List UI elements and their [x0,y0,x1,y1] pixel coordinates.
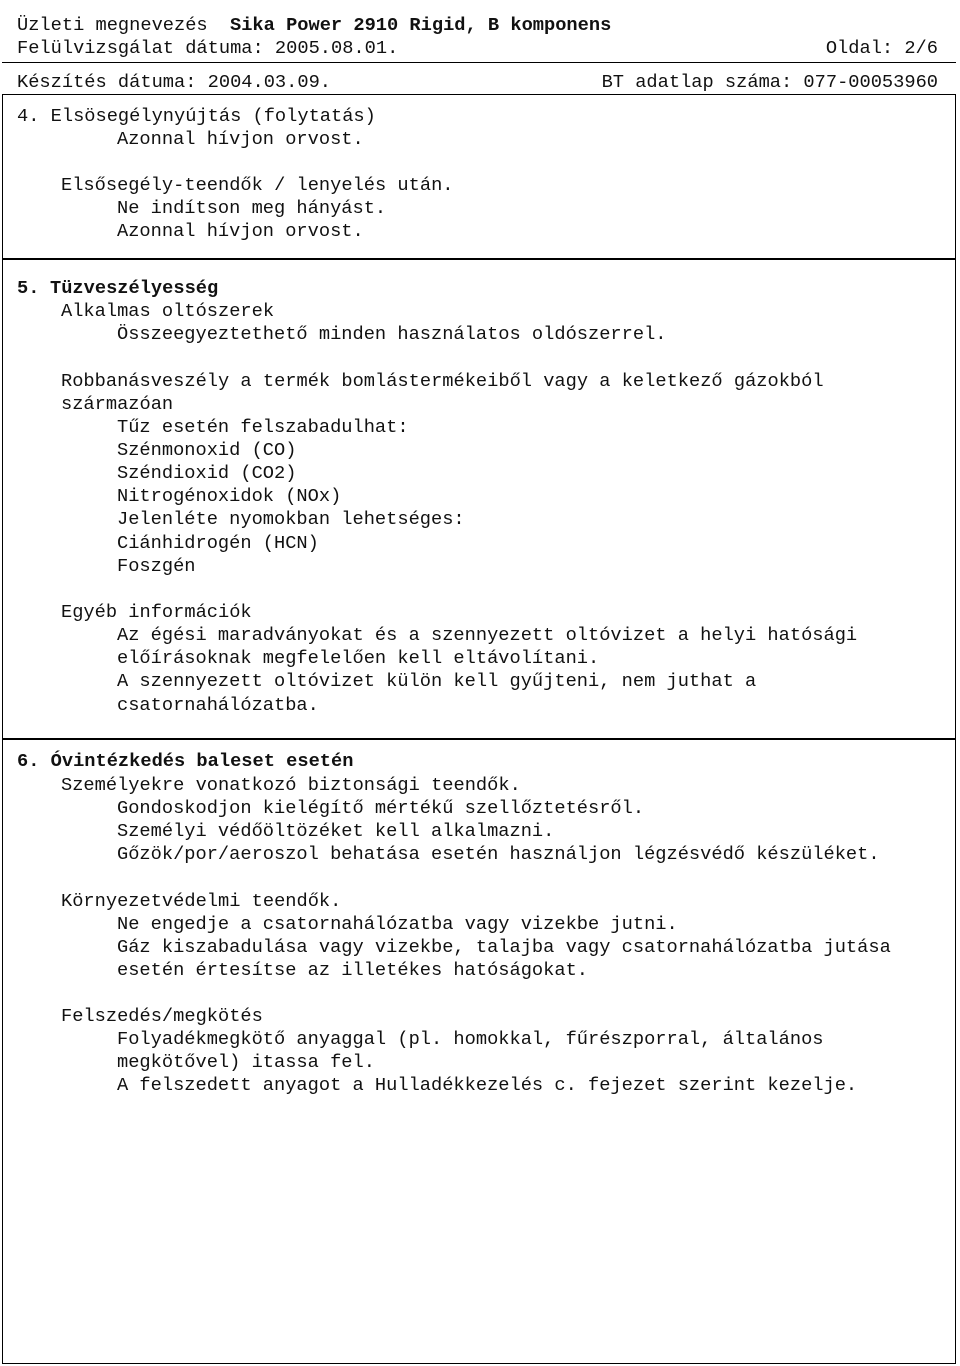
section4-line1: Azonnal hívjon orvost. [117,128,364,150]
section5-other-line3: A szennyezett oltóvizet külön kell gyűjteni, nem juthat a [117,670,757,692]
section6-personal-line3: Gőzök/por/aeroszol behatása esetén használjon légzésvédő készüléket. [117,843,880,865]
section6-title: 6. Óvintézkedés baleset esetén [17,750,354,772]
section5-traces: Jelenléte nyomokban lehetséges: [117,508,465,530]
section5-other-line2: előírásoknak megfelelően kell eltávolítani. [117,647,600,669]
section-divider [2,258,956,260]
section4-swallow-line1: Ne indítson meg hányást. [117,197,387,219]
section5-media-text: Összeegyeztethető minden használatos oldószerrel. [117,323,667,345]
section6-env-line2: Gáz kiszabadulása vagy vizekbe, talajba vagy csatornahálózatba jutása [117,936,891,958]
section6-env-line1: Ne engedje a csatornahálózatba vagy vizekbe jutni. [117,913,678,935]
section6-env-heading: Környezetvédelmi teendők. [61,890,342,912]
section5-hazard-line1: Robbanásveszély a termék bomlástermékeiből vagy a keletkező gázokból [61,370,824,392]
section5-co2: Széndioxid (CO2) [117,462,297,484]
section5-title: Tüzveszélyesség [50,277,219,299]
section4-swallow-line2: Azonnal hívjon orvost. [117,220,364,242]
section5-phosgene: Foszgén [117,555,196,577]
section6-cleanup-heading: Felszedés/megkötés [61,1005,263,1027]
product-label: Üzleti megnevezés [17,14,208,36]
section5-other-heading: Egyéb információk [61,601,252,623]
header-rule [2,62,956,63]
section5-co: Szénmonoxid (CO) [117,439,297,461]
section5-other-line1: Az égési maradványokat és a szennyezett oltóvizet a helyi hatósági [117,624,858,646]
section5-fire-release: Tűz esetén felszabadulhat: [117,416,409,438]
section5-other-line4: csatornahálózatba. [117,694,319,716]
created-date: Készítés dátuma: 2004.03.09. [17,71,332,93]
section5-media-heading: Alkalmas oltószerek [61,300,275,322]
section5-number: 5. [17,277,40,299]
section6-cleanup-line2: megkötővel) itassa fel. [117,1051,375,1073]
section6-cleanup-line3: A felszedett anyagot a Hulladékkezelés c. fejezet szerint kezelje. [117,1074,858,1096]
section6-cleanup-line1: Folyadékmegkötő anyaggal (pl. homokkal, fűrészporral, általános [117,1028,824,1050]
section4-title: 4. Elsösegélynyújtás (folytatás) [17,105,376,127]
section5-hcn: Ciánhidrogén (HCN) [117,532,319,554]
section-divider [2,738,956,740]
section5-nox: Nitrogénoxidok (NOx) [117,485,342,507]
revision-date: Felülvizsgálat dátuma: 2005.08.01. [17,37,399,59]
section4-swallow-heading: Elsősegély-teendők / lenyelés után. [61,174,454,196]
section6-personal-line1: Gondoskodjon kielégítő mértékű szellőztetésről. [117,797,645,819]
section6-personal-line2: Személyi védőöltözéket kell alkalmazni. [117,820,555,842]
section6-env-line3: esetén értesítse az illetékes hatóságokat. [117,959,589,981]
section6-personal-heading: Személyekre vonatkozó biztonsági teendők. [61,774,521,796]
product-name: Sika Power 2910 Rigid, B komponens [230,14,612,36]
section5-hazard-line2: származóan [61,393,174,415]
page-number: Oldal: 2/6 [825,37,938,59]
sheet-number: BT adatlap száma: 077-00053960 [601,71,938,93]
